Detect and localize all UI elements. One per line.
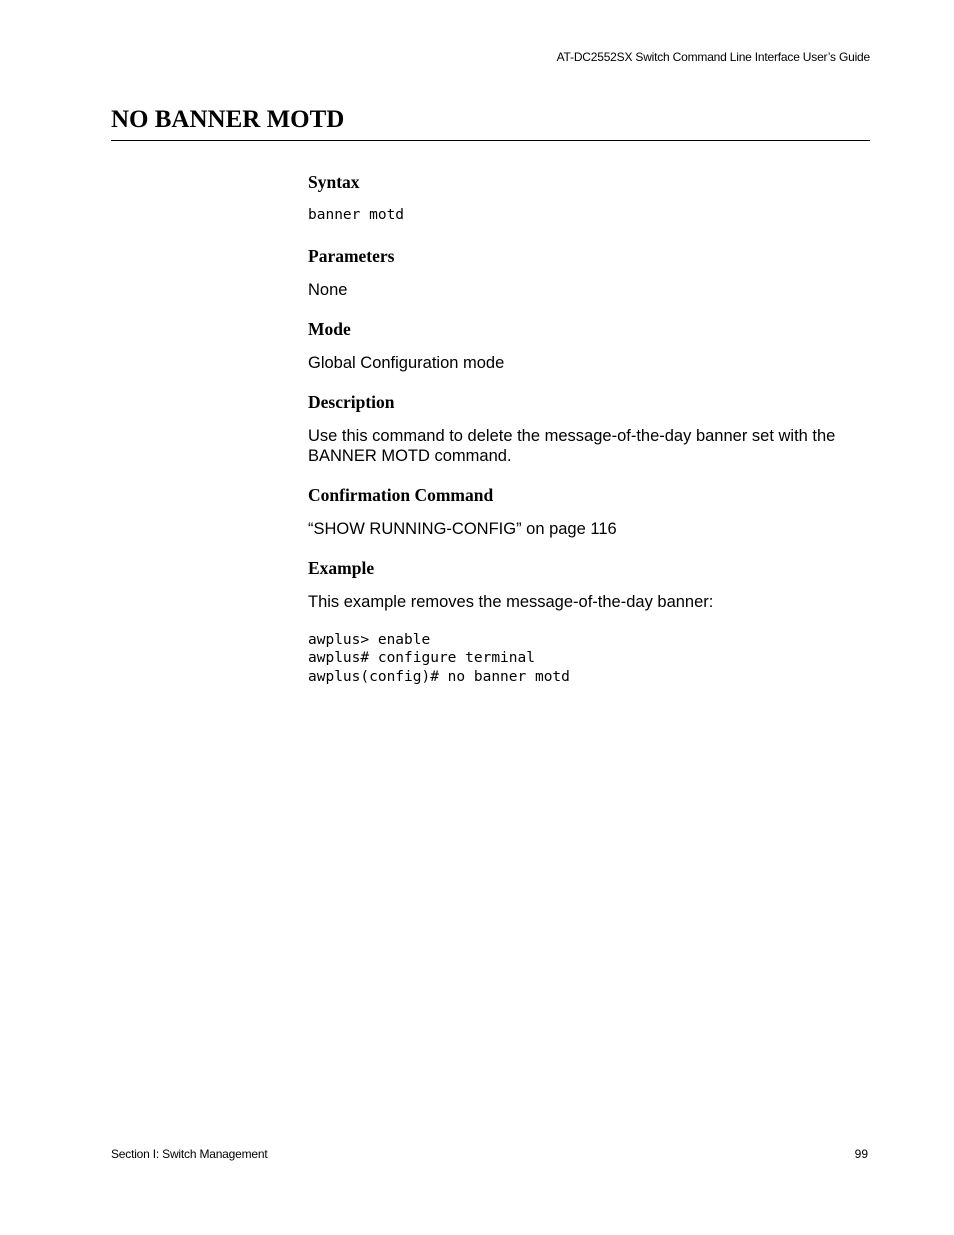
example-code-line: awplus# configure terminal	[308, 650, 535, 666]
page-title: NO BANNER MOTD	[111, 106, 345, 133]
parameters-heading: Parameters	[308, 245, 395, 266]
example-text: This example removes the message-of-the-day banner:	[308, 592, 714, 611]
syntax-code: banner motd	[308, 207, 405, 223]
example-heading: Example	[308, 557, 375, 578]
example-code-line: awplus(config)# no banner motd	[308, 668, 570, 685]
syntax-heading: Syntax	[308, 172, 360, 192]
example-code-block	[308, 631, 870, 687]
description-text: Use this command to delete the message-of-the-day banner set with the BANNER MOTD command.	[308, 426, 836, 465]
mode-text: Global Configuration mode	[308, 353, 505, 372]
confirmation-command-heading: Confirmation Command	[308, 484, 494, 505]
title-divider	[111, 140, 870, 141]
footer-section-label: Section I: Switch Management	[111, 1147, 268, 1161]
running-header: AT-DC2552SX Switch Command Line Interface User’s Guide	[556, 50, 870, 64]
mode-heading: Mode	[308, 318, 351, 339]
parameters-text: None	[308, 280, 348, 299]
description-heading: Description	[308, 391, 395, 412]
command-content	[308, 172, 870, 686]
confirmation-command-link[interactable]: “SHOW RUNNING-CONFIG” on page 116	[308, 519, 617, 538]
page-number: 99	[854, 1147, 868, 1161]
example-code-line: awplus> enable	[308, 631, 431, 648]
